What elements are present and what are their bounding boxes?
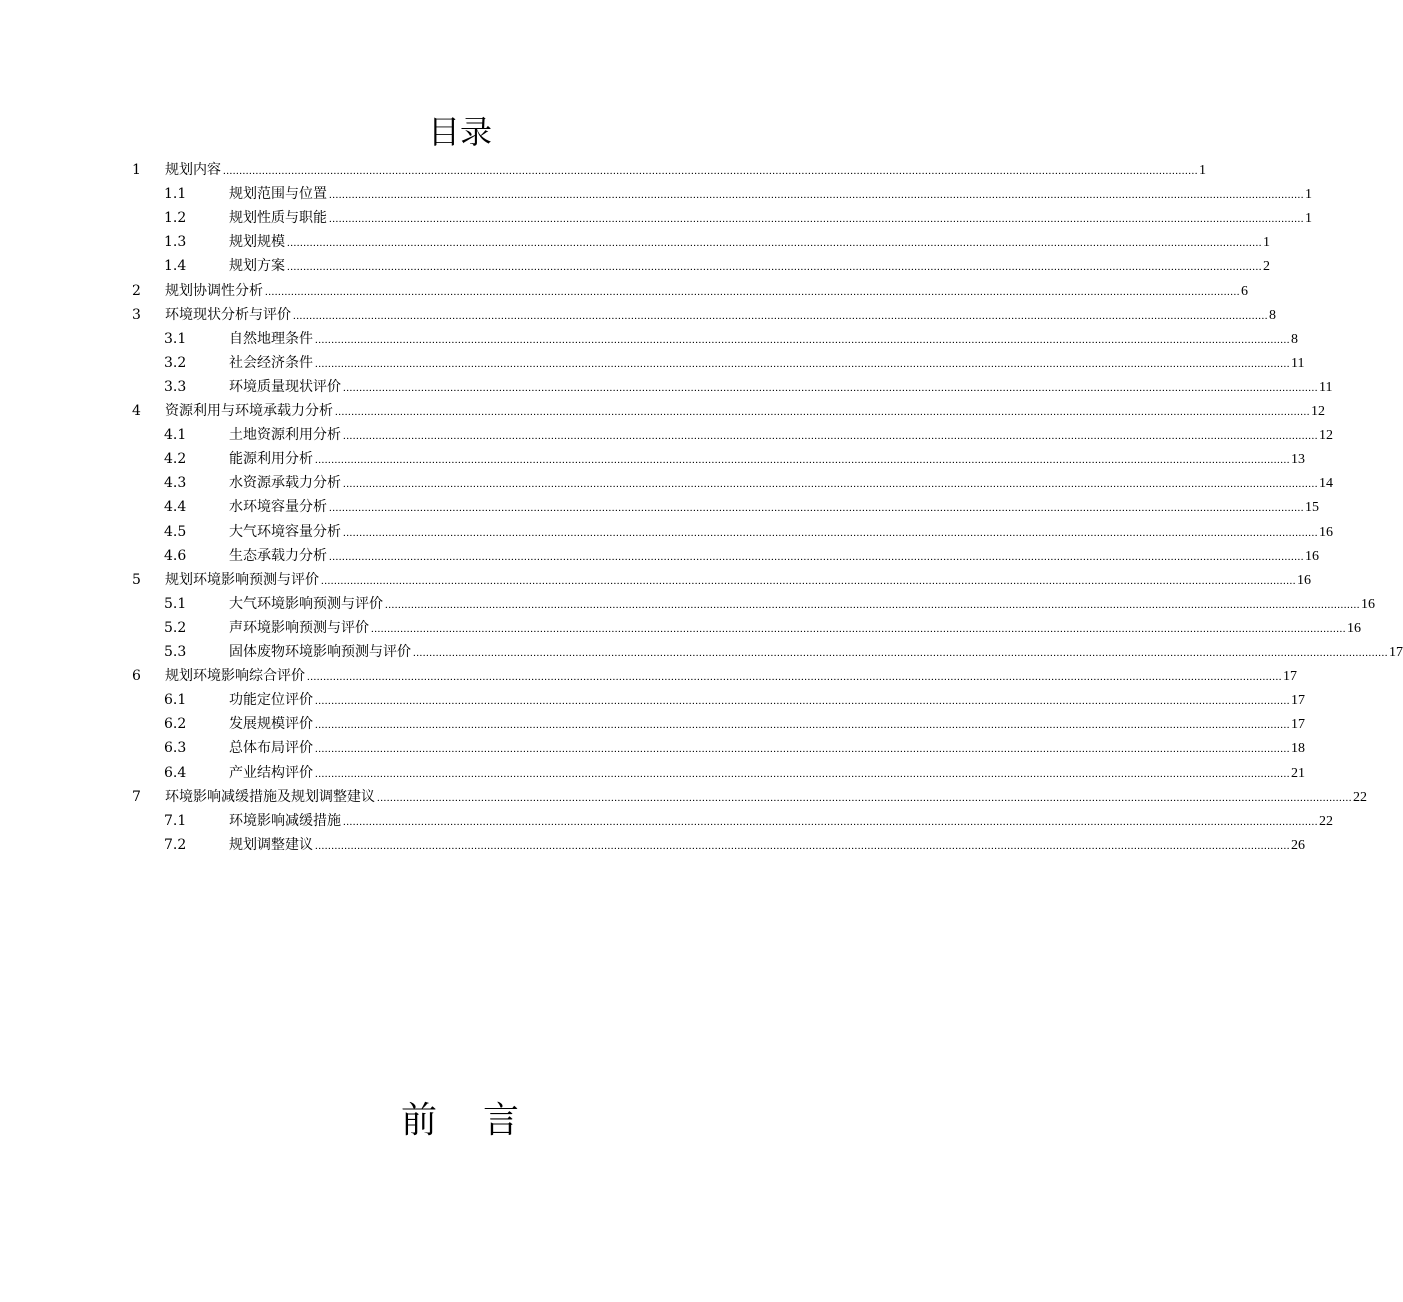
toc-entry-page: 14 bbox=[1319, 476, 1333, 492]
toc-entry-page: 15 bbox=[1305, 500, 1319, 516]
toc-dot-leader: ............................................................................................................................................................................................................................................................................................................ bbox=[287, 261, 1262, 274]
toc-entry[interactable] bbox=[132, 399, 1325, 423]
toc-entry-body bbox=[165, 399, 1325, 424]
toc-entry-number: 7.2 bbox=[164, 836, 187, 853]
toc-entry-page: 16 bbox=[1347, 620, 1361, 636]
toc-entry-body bbox=[165, 568, 1311, 593]
toc-entry[interactable] bbox=[132, 664, 1297, 688]
toc-entry-page: 16 bbox=[1361, 596, 1375, 612]
toc-entry-page: 26 bbox=[1291, 837, 1305, 853]
toc-dot-leader: ............................................................................................................................................................................................................................................................................................................ bbox=[287, 237, 1262, 250]
toc-entry-body bbox=[229, 327, 1298, 352]
toc-entry-page: 8 bbox=[1269, 307, 1276, 323]
toc-entry[interactable] bbox=[132, 833, 1305, 857]
toc-entry-body bbox=[165, 785, 1367, 810]
toc-entry-page: 18 bbox=[1291, 741, 1305, 757]
toc-entry-number: 4.2 bbox=[164, 451, 187, 468]
toc-entry-number: 3.1 bbox=[164, 330, 187, 347]
toc-entry-page: 17 bbox=[1283, 669, 1297, 685]
toc-entry-body bbox=[229, 736, 1305, 761]
toc-entry-body bbox=[229, 423, 1333, 448]
toc-entry-number: 7 bbox=[132, 788, 141, 805]
toc-entry-page: 16 bbox=[1297, 572, 1311, 588]
toc-entry[interactable] bbox=[132, 495, 1319, 519]
toc-entry[interactable] bbox=[132, 712, 1305, 736]
toc-entry-body bbox=[229, 447, 1305, 472]
toc-entry-title: 固体废物环境影响预测与评价 bbox=[229, 644, 411, 660]
toc-entry-body bbox=[229, 182, 1312, 207]
toc-entry-body bbox=[229, 495, 1319, 520]
toc-entry-title: 环境质量现状评价 bbox=[229, 378, 341, 395]
toc-entry-page: 1 bbox=[1199, 163, 1206, 178]
toc-entry[interactable] bbox=[132, 254, 1270, 278]
toc-entry-page: 6 bbox=[1241, 283, 1248, 299]
toc-dot-leader: ............................................................................................................................................................................................................................................................................................................ bbox=[385, 598, 1360, 611]
toc-entry-title: 规划方案 bbox=[229, 258, 285, 275]
toc-entry-number: 4.6 bbox=[164, 547, 187, 564]
toc-entry-page: 2 bbox=[1263, 259, 1270, 275]
toc-entry[interactable] bbox=[132, 303, 1276, 327]
toc-entry-number: 5.3 bbox=[164, 644, 187, 660]
toc-entry-body bbox=[229, 230, 1270, 255]
toc-entry-number: 6.4 bbox=[164, 764, 187, 781]
toc-entry-title: 资源利用与环境承载力分析 bbox=[165, 403, 333, 419]
toc-entry[interactable] bbox=[132, 520, 1333, 544]
toc-entry-number: 4 bbox=[132, 403, 141, 419]
toc-dot-leader: ............................................................................................................................................................................................................................................................................................................ bbox=[315, 767, 1290, 780]
toc-dot-leader: ............................................................................................................................................................................................................................................................................................................ bbox=[307, 671, 1282, 684]
toc-entry-body bbox=[229, 688, 1305, 713]
toc-dot-leader: ............................................................................................................................................................................................................................................................................................................ bbox=[413, 647, 1388, 659]
toc-entry[interactable] bbox=[132, 471, 1333, 495]
toc-entry-body bbox=[229, 206, 1312, 231]
toc-dot-leader: ............................................................................................................................................................................................................................................................................................................ bbox=[315, 839, 1290, 852]
toc-entry-body bbox=[229, 520, 1333, 545]
toc-entry-title: 产业结构评价 bbox=[229, 764, 313, 781]
toc-dot-leader: ............................................................................................................................................................................................................................................................................................................ bbox=[315, 743, 1290, 756]
toc-dot-leader: ............................................................................................................................................................................................................................................................................................................ bbox=[223, 165, 1198, 177]
toc-entry-body bbox=[165, 279, 1248, 304]
toc-entry-body bbox=[229, 471, 1333, 496]
toc-entry-page: 1 bbox=[1263, 235, 1270, 251]
toc-dot-leader: ............................................................................................................................................................................................................................................................................................................ bbox=[343, 478, 1318, 491]
toc-entry-title: 水资源承载力分析 bbox=[229, 475, 341, 492]
toc-entry-title: 土地资源利用分析 bbox=[229, 427, 341, 444]
toc-entry-title: 规划协调性分析 bbox=[165, 282, 263, 299]
toc-entry-number: 4.5 bbox=[164, 523, 187, 540]
toc-dot-leader: ............................................................................................................................................................................................................................................................................................................ bbox=[293, 309, 1268, 322]
toc-dot-leader: ............................................................................................................................................................................................................................................................................................................ bbox=[315, 454, 1290, 467]
toc-entry-page: 8 bbox=[1291, 331, 1298, 347]
toc-entry[interactable] bbox=[132, 809, 1333, 833]
toc-dot-leader: ............................................................................................................................................................................................................................................................................................................ bbox=[329, 502, 1304, 515]
toc-entry-title: 声环境影响预测与评价 bbox=[229, 619, 369, 636]
toc-entry-page: 17 bbox=[1291, 717, 1305, 733]
toc-entry-body bbox=[229, 544, 1319, 569]
toc-dot-leader: ............................................................................................................................................................................................................................................................................................................ bbox=[265, 285, 1240, 298]
toc-entry[interactable] bbox=[132, 761, 1305, 785]
toc-entry-title: 大气环境容量分析 bbox=[229, 523, 341, 540]
toc-entry-number: 6.1 bbox=[164, 692, 187, 709]
toc-dot-leader: ............................................................................................................................................................................................................................................................................................................ bbox=[371, 622, 1346, 635]
toc-entry-page: 22 bbox=[1319, 813, 1333, 829]
toc-entry-body bbox=[229, 809, 1333, 834]
toc-entry-number: 3 bbox=[132, 306, 141, 323]
toc-dot-leader: ............................................................................................................................................................................................................................................................................................................ bbox=[343, 815, 1318, 828]
toc-entry-number: 3.3 bbox=[164, 378, 187, 395]
toc-entry[interactable] bbox=[132, 158, 1206, 182]
toc-entry[interactable] bbox=[132, 568, 1311, 592]
toc-entry-title: 环境影响减缓措施 bbox=[229, 812, 341, 829]
toc-entry-body bbox=[229, 640, 1403, 665]
toc-entry-title: 大气环境影响预测与评价 bbox=[229, 595, 383, 612]
toc-entry-page: 16 bbox=[1319, 524, 1333, 540]
toc-entry[interactable] bbox=[132, 736, 1305, 760]
toc-entry-body bbox=[165, 303, 1276, 328]
preface-title: 前言 bbox=[400, 1100, 565, 1141]
toc-entry-number: 1.2 bbox=[164, 210, 187, 227]
toc-entry-number: 4.1 bbox=[164, 427, 187, 444]
toc-dot-leader: ............................................................................................................................................................................................................................................................................................................ bbox=[315, 357, 1290, 370]
toc-dot-leader: ............................................................................................................................................................................................................................................................................................................ bbox=[329, 550, 1304, 563]
toc-entry[interactable] bbox=[132, 351, 1305, 375]
toc-entry-number: 7.1 bbox=[164, 812, 187, 829]
toc-entry-page: 22 bbox=[1353, 789, 1367, 805]
toc-entry-number: 5.2 bbox=[164, 619, 187, 636]
toc-entry[interactable] bbox=[132, 544, 1319, 568]
toc-entry-number: 6.2 bbox=[164, 716, 187, 733]
toc-entry-number: 1.3 bbox=[164, 234, 187, 251]
toc-entry-title: 规划环境影响综合评价 bbox=[165, 668, 305, 685]
toc-entry-title: 生态承载力分析 bbox=[229, 547, 327, 564]
toc-dot-leader: ............................................................................................................................................................................................................................................................................................................ bbox=[329, 189, 1304, 202]
toc-entry-body bbox=[229, 592, 1375, 617]
toc-entry-title: 规划规模 bbox=[229, 234, 285, 251]
toc-entry-number: 1 bbox=[132, 162, 141, 178]
toc-entry-page: 11 bbox=[1291, 355, 1305, 371]
toc-entry[interactable] bbox=[132, 230, 1270, 254]
toc-entry[interactable] bbox=[132, 423, 1333, 447]
toc-dot-leader: ............................................................................................................................................................................................................................................................................................................ bbox=[343, 430, 1318, 443]
toc-entry-number: 5 bbox=[132, 571, 141, 588]
toc-entry-page: 17 bbox=[1291, 693, 1305, 709]
toc-entry[interactable] bbox=[132, 279, 1248, 303]
toc-entry[interactable] bbox=[132, 447, 1305, 471]
toc-entry-title: 规划范围与位置 bbox=[229, 186, 327, 203]
toc-dot-leader: ............................................................................................................................................................................................................................................................................................................ bbox=[321, 574, 1296, 587]
toc-entry-page: 16 bbox=[1305, 548, 1319, 564]
toc-dot-leader: ............................................................................................................................................................................................................................................................................................................ bbox=[315, 695, 1290, 708]
toc-entry-page: 11 bbox=[1319, 379, 1333, 395]
toc-entry-body bbox=[229, 761, 1305, 786]
toc-dot-leader: ............................................................................................................................................................................................................................................................................................................ bbox=[377, 791, 1352, 804]
toc-entry-title: 环境现状分析与评价 bbox=[165, 306, 291, 323]
toc-dot-leader: ............................................................................................................................................................................................................................................................................................................ bbox=[315, 719, 1290, 732]
toc-entry[interactable] bbox=[132, 616, 1361, 640]
toc-entry-page: 13 bbox=[1291, 452, 1305, 468]
toc-entry-title: 规划性质与职能 bbox=[229, 210, 327, 227]
toc-entry-number: 5.1 bbox=[164, 595, 187, 612]
toc-entry-body bbox=[229, 375, 1333, 400]
toc-entry-body bbox=[165, 664, 1297, 689]
toc-entry-number: 6.3 bbox=[164, 740, 187, 757]
toc-entry[interactable] bbox=[132, 592, 1375, 616]
toc-entry-title: 规划内容 bbox=[165, 162, 221, 178]
toc-entry-page: 1 bbox=[1305, 211, 1312, 227]
toc-entry-number: 4.3 bbox=[164, 475, 187, 492]
toc-entry-body bbox=[229, 712, 1305, 737]
toc-dot-leader: ............................................................................................................................................................................................................................................................................................................ bbox=[343, 526, 1318, 539]
toc-entry-number: 4.4 bbox=[164, 499, 187, 516]
toc-dot-leader: ............................................................................................................................................................................................................................................................................................................ bbox=[329, 213, 1304, 226]
toc-entry-title: 规划调整建议 bbox=[229, 836, 313, 853]
toc-entry-title: 自然地理条件 bbox=[229, 330, 313, 347]
toc-dot-leader: ............................................................................................................................................................................................................................................................................................................ bbox=[343, 381, 1318, 394]
toc-entry-title: 环境影响减缓措施及规划调整建议 bbox=[165, 788, 375, 805]
toc-entry[interactable] bbox=[132, 206, 1312, 230]
toc-entry-body bbox=[229, 833, 1305, 858]
toc-entry-body bbox=[229, 616, 1361, 641]
toc-entry-page: 12 bbox=[1311, 404, 1325, 419]
toc-entry-body bbox=[165, 158, 1206, 183]
toc-entry-title: 规划环境影响预测与评价 bbox=[165, 571, 319, 588]
toc-entry-title: 发展规模评价 bbox=[229, 716, 313, 733]
toc-entry-title: 社会经济条件 bbox=[229, 354, 313, 371]
toc-dot-leader: ............................................................................................................................................................................................................................................................................................................ bbox=[335, 406, 1310, 418]
toc-entry-body bbox=[229, 254, 1270, 279]
toc-dot-leader: ............................................................................................................................................................................................................................................................................................................ bbox=[315, 333, 1290, 346]
toc-entry-number: 2 bbox=[132, 282, 141, 299]
toc-entry-number: 1.1 bbox=[164, 186, 187, 203]
toc-entry-body bbox=[229, 351, 1305, 376]
toc-title: 目录 bbox=[427, 113, 492, 151]
toc-entry-number: 6 bbox=[132, 668, 141, 685]
toc-entry-page: 21 bbox=[1291, 765, 1305, 781]
toc-entry-title: 功能定位评价 bbox=[229, 692, 313, 709]
toc-entry-number: 1.4 bbox=[164, 258, 187, 275]
toc-entry[interactable] bbox=[132, 688, 1305, 712]
toc-entry[interactable] bbox=[132, 640, 1403, 664]
toc-entry[interactable] bbox=[132, 182, 1312, 206]
toc-entry[interactable] bbox=[132, 327, 1298, 351]
toc-entry-number: 3.2 bbox=[164, 354, 187, 371]
toc-entry-title: 总体布局评价 bbox=[229, 740, 313, 757]
toc-entry-page: 17 bbox=[1389, 645, 1403, 660]
toc-entry-page: 1 bbox=[1305, 187, 1312, 203]
toc-entry-title: 能源利用分析 bbox=[229, 451, 313, 468]
toc-entry[interactable] bbox=[132, 785, 1367, 809]
toc-entry-page: 12 bbox=[1319, 428, 1333, 444]
toc-entry-title: 水环境容量分析 bbox=[229, 499, 327, 516]
toc-entry[interactable] bbox=[132, 375, 1333, 399]
